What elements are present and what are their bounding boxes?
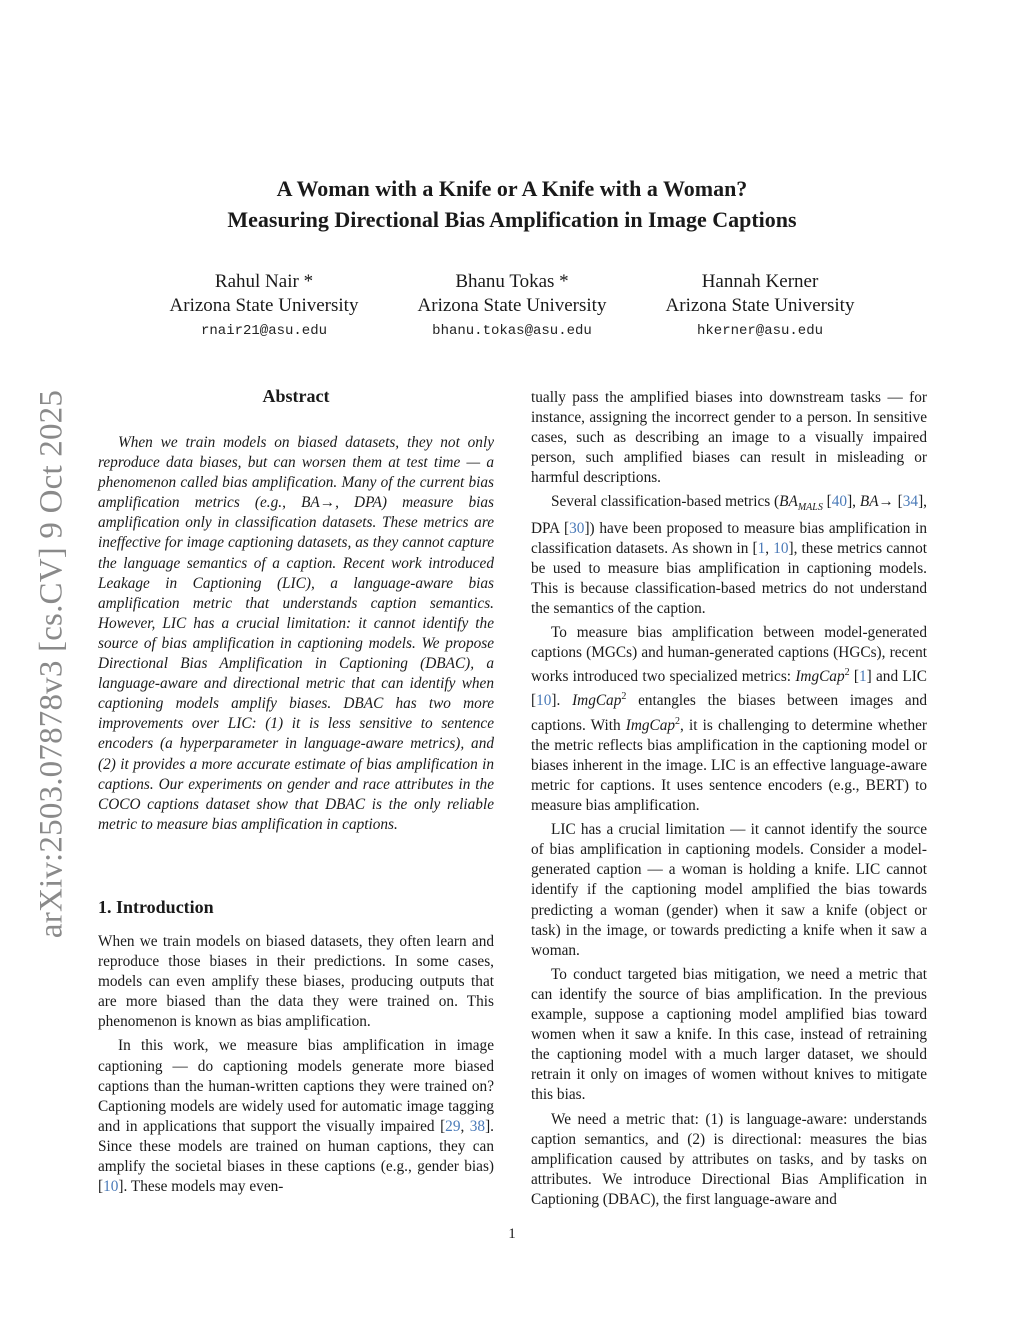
right-paragraph-6: We need a metric that: (1) is language-aware: understands caption semantics, and (2) is directional: measures the bias amplification caused by attributes on tasks, and by tasks on attributes. We introduce Directional Bias Amplification in Captioning (DBAC), the first language-aware and bbox=[531, 1110, 927, 1208]
author-email[interactable]: hkerner@asu.edu bbox=[696, 323, 824, 339]
citation-link[interactable]: 34 bbox=[902, 493, 919, 511]
citation-link[interactable]: 10 bbox=[103, 1178, 119, 1196]
author-block bbox=[392, 270, 632, 344]
author-name: Hannah Kerner bbox=[701, 271, 819, 292]
right-paragraph-5: To conduct targeted bias mitigation, we need a metric that can identify the source of bias amplification. In the previous example, suppose a captioning model amplified bias toward women when it saw a knife. In this case, instead of retraining the captioning model with a much larger dataset, we should retrain it only on images of women without knives to mitigate this bias. bbox=[531, 965, 927, 1104]
title-line-1: A Woman with a Knife or A Knife with a Woman? bbox=[276, 176, 748, 201]
citation-link[interactable]: 10 bbox=[773, 539, 789, 557]
author-block bbox=[640, 270, 880, 344]
citation-link[interactable]: 40 bbox=[831, 493, 848, 511]
intro-paragraph-2: In this work, we measure bias amplification in image captioning — do captioning models generate more biased captions than the human-written captions they were trained on? Captioning models are widely used for automatic image tagging and in applications that support the visually impaired [29, 38]. Since these models are trained on human captions, they can amplify the societal biases in these captions (e.g., gender bias) [10]. These models may even- bbox=[98, 1037, 494, 1196]
author-name: Rahul Nair * bbox=[214, 271, 314, 292]
citation-link[interactable]: 1 bbox=[757, 539, 766, 557]
paper-title bbox=[0, 173, 1024, 235]
author-email[interactable]: bhanu.tokas@asu.edu bbox=[432, 323, 592, 339]
citation-link[interactable]: 1 bbox=[858, 668, 867, 686]
author-email[interactable]: rnair21@asu.edu bbox=[200, 323, 328, 339]
right-column bbox=[531, 388, 927, 1214]
author-affiliation: Arizona State University bbox=[169, 295, 359, 316]
citation-link[interactable]: 30 bbox=[569, 519, 585, 537]
abstract-text: When we train models on biased datasets, they not only reproduce data biases, but can worsen them at test time — a phenomenon called bias amplification. Many of the current bias amplification metrics (e.g., BA→, DPA) measure bias amplification only in classification datasets. These metrics are ineffective for image captioning datasets, as they cannot capture the language semantics of a caption. Recent work introduced Leakage in Captioning (LIC), a language-aware bias amplification metric that understands caption semantics. However, LIC has a crucial limitation: it cannot identify the source of bias amplification in captioning models. We propose Directional Bias Amplification in Captioning (DBAC), a language-aware and directional metric that can identify when captioning models amplify biases. DBAC has two more improvements over LIC: (1) it is less sensitive to sentence encoders (a hyperparameter in language-aware metrics), and (2) it provides a more accurate estimate of bias amplification in captions. Our experiments on gender and race attributes in the COCO captions dataset show that DBAC is the only reliable metric to measure bias amplification in captions. bbox=[98, 434, 494, 833]
arxiv-stamp: arXiv:2503.07878v3 [cs.CV] 9 Oct 2025 bbox=[33, 389, 70, 939]
citation-link[interactable]: 29 bbox=[445, 1117, 461, 1135]
title-line-2: Measuring Directional Bias Amplification in Image Captions bbox=[227, 207, 797, 232]
introduction-body bbox=[98, 932, 494, 1201]
right-paragraph-1: tually pass the amplified biases into downstream tasks — for instance, assigning the incorrect gender to a person. In sensitive cases, such as describing an image to a visually impaired person, such amplified biases can result in misleading or harmful descriptions. bbox=[531, 389, 927, 487]
intro-paragraph-1: When we train models on biased datasets, they often learn and reproduce those biases in their predictions. In some cases, models can even amplify these biases, producing outputs that are more biased than the data they were trained on. This phenomenon is known as bias amplification. bbox=[98, 933, 494, 1031]
author-block bbox=[144, 270, 384, 344]
right-paragraph-4: LIC has a crucial limitation — it cannot identify the source of bias amplification in captioning models. Consider a model-generated caption — a woman is holding a knife. LIC cannot identify if the captioning model amplified the bias towards predicting a woman (gender) when it saw a knife (object or task) in the image, or towards predicting a knife when it saw a woman. bbox=[531, 821, 927, 959]
introduction-heading: 1. Introduction bbox=[98, 897, 214, 917]
abstract-body bbox=[98, 433, 494, 835]
citation-link[interactable]: 10 bbox=[536, 692, 552, 710]
author-affiliation: Arizona State University bbox=[665, 295, 855, 316]
right-paragraph-3: To measure bias amplification between model-generated captions (MGCs) and human-generated captions (HGCs), recent works introduced two specialized metrics: ImgCap$^2$ [1] and LIC [10]. ImgCap$^2$ entangles the biases between images and captions. With ImgCap$^2$, it is challenging to determine whether the metric reflects bias amplification in the captioning model or biases inherent in the image. LIC is an effective language-aware metric for captions. It uses sentence encoders (e.g., BERT) to measure bias amplification. bbox=[531, 624, 928, 815]
citation-link[interactable]: 38 bbox=[469, 1117, 486, 1135]
author-affiliation: Arizona State University bbox=[417, 295, 607, 316]
abstract-heading: Abstract bbox=[262, 386, 330, 406]
right-paragraph-2: Several classification-based metrics ($BA_{MALS}$ [40], BA→ [34], DPA [30]) have been proposed to measure bias amplification in classification datasets. As shown in [1, 10], these metrics cannot be used to measure bias amplification in captioning models. This is because classification-based metrics do not understand the semantics of the caption. bbox=[531, 493, 928, 617]
author-name: Bhanu Tokas * bbox=[455, 271, 569, 292]
page-number: 1 bbox=[508, 1226, 516, 1242]
